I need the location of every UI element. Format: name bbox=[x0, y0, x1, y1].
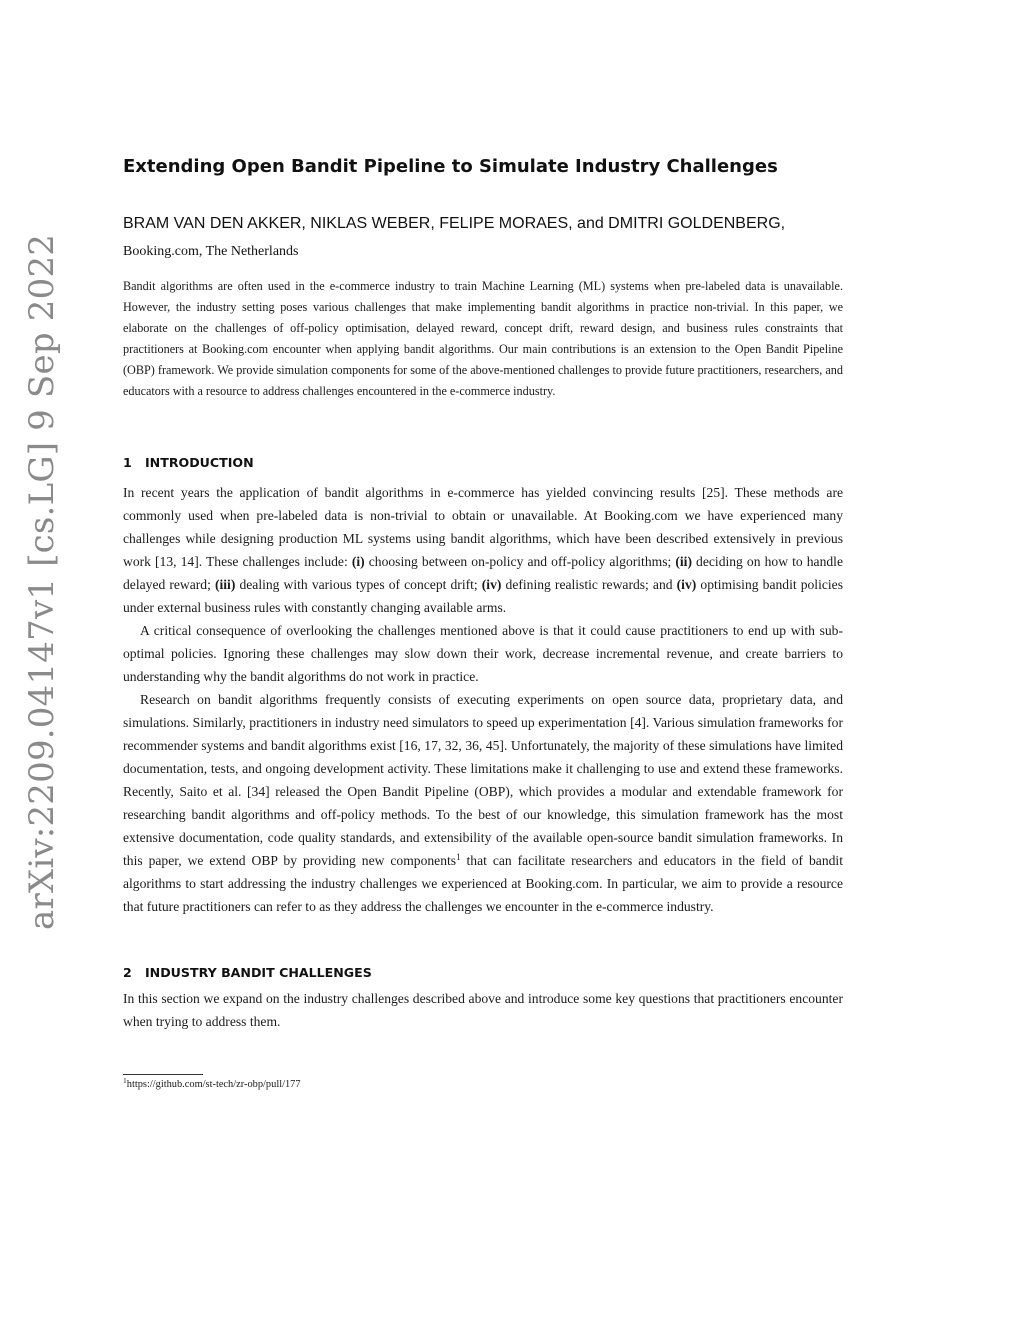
footnote-divider bbox=[123, 1074, 203, 1075]
author-affiliation: Booking.com, The Netherlands bbox=[123, 244, 299, 259]
introduction-body bbox=[123, 481, 843, 918]
list-marker: (ii) bbox=[675, 554, 692, 569]
footnote-marker: 1 bbox=[456, 852, 461, 862]
author-names: BRAM VAN DEN AKKER, NIKLAS WEBER, FELIPE MORAES, and DMITRI GOLDENBERG, bbox=[123, 215, 786, 232]
footnote-number: 1 bbox=[123, 1076, 127, 1085]
text-run: defining realistic rewards; and bbox=[501, 577, 677, 592]
paragraph bbox=[123, 688, 843, 918]
arxiv-identifier: arXiv:2209.04147v1 [cs.LG] 9 Sep 2022 bbox=[22, 233, 62, 930]
abstract: Bandit algorithms are often used in the e-commerce industry to train Machine Learning (ML) systems when pre-labeled data is unavailable. However, the industry setting poses various challenges that make implementing bandit algorithms in practice non-trivial. In this paper, we elaborate on the challenges of off-policy optimisation, delayed reward, concept drift, reward design, and business rules constraints that practitioners at Booking.com encounter when applying bandit algorithms. Our main contributions is an extension to the Open Bandit Pipeline (OBP) framework. We provide simulation components for some of the above-mentioned challenges to provide future practitioners, researchers, and educators with a resource to address challenges encountered in the e-commerce industry. bbox=[123, 279, 843, 398]
paragraph: In this section we expand on the industry challenges described above and introduce some key questions that practitioners encounter when trying to address them. bbox=[123, 991, 843, 1029]
text-run: that can facilitate researchers and educators in the field of bandit algorithms to start addressing the industry challenges we experienced at Booking.com. In particular, we aim to provide a resource that future practitioners can refer to as they address the challenges we encounter in the e-commerce industry. bbox=[123, 853, 843, 914]
text-run: dealing with various types of concept drift; bbox=[235, 577, 482, 592]
list-marker: (iii) bbox=[214, 577, 236, 592]
section-heading-industry-challenges bbox=[123, 964, 843, 982]
list-marker: (iv) bbox=[676, 577, 697, 592]
list-marker: (iv) bbox=[481, 577, 502, 592]
text-run: Research on bandit algorithms frequently consists of executing experiments on open source data, proprietary data, and simulations. Similarly, practitioners in industry need simulators to speed up experimentation [4]. Various simulation frameworks for recommender systems and bandit algorithms exist [16, 17, 32, 36, 45]. Unfortunately, the majority of these simulations have limited documentation, tests, and ongoing development activity. These limitations make it challenging to use and extend these frameworks. Recently, Saito et al. [34] released the Open Bandit Pipeline (OBP), which provides a modular and extendable framework for researching bandit algorithms and off-policy methods. To the best of our knowledge, this simulation framework has the most extensive documentation, code quality standards, and extensibility of the available open-source bandit simulation frameworks. In this paper, we extend OBP by providing new components bbox=[123, 692, 843, 868]
text-run: deciding on how to handle delayed reward; bbox=[123, 554, 843, 592]
section-heading-introduction bbox=[123, 454, 843, 472]
paragraph: A critical consequence of overlooking the challenges mentioned above is that it could cause practitioners to end up with sub-optimal policies. Ignoring these challenges may slow down their work, decrease incremental revenue, and create barriers to understanding why the bandit algorithms do not work in practice. bbox=[123, 623, 843, 684]
text-run: In recent years the application of bandit algorithms in e-commerce has yielded convincing results [25]. These methods are commonly used when pre-labeled data is non-trivial to obtain or unavailable. At Booking.com we have experienced many challenges while designing production ML systems using bandit algorithms, which have been described extensively in previous work [13, 14]. These challenges include: bbox=[123, 485, 843, 569]
paragraph bbox=[123, 481, 843, 619]
footnote bbox=[123, 1078, 843, 1092]
paper-title: Extending Open Bandit Pipeline to Simulate Industry Challenges bbox=[123, 156, 778, 177]
section-title: INTRODUCTION bbox=[145, 455, 254, 470]
text-run: optimising bandit policies under external business rules with constantly changing available arms. bbox=[123, 577, 843, 615]
section-number: 2 bbox=[123, 965, 132, 980]
section-title: INDUSTRY BANDIT CHALLENGES bbox=[145, 965, 372, 980]
footnote-link[interactable]: https://github.com/st-tech/zr-obp/pull/177 bbox=[126, 1079, 301, 1090]
text-run: choosing between on-policy and off-policy algorithms; bbox=[364, 554, 676, 569]
industry-challenges-body bbox=[123, 987, 843, 1033]
author-block bbox=[123, 210, 843, 265]
section-number: 1 bbox=[123, 455, 132, 470]
list-marker: (i) bbox=[351, 554, 365, 569]
